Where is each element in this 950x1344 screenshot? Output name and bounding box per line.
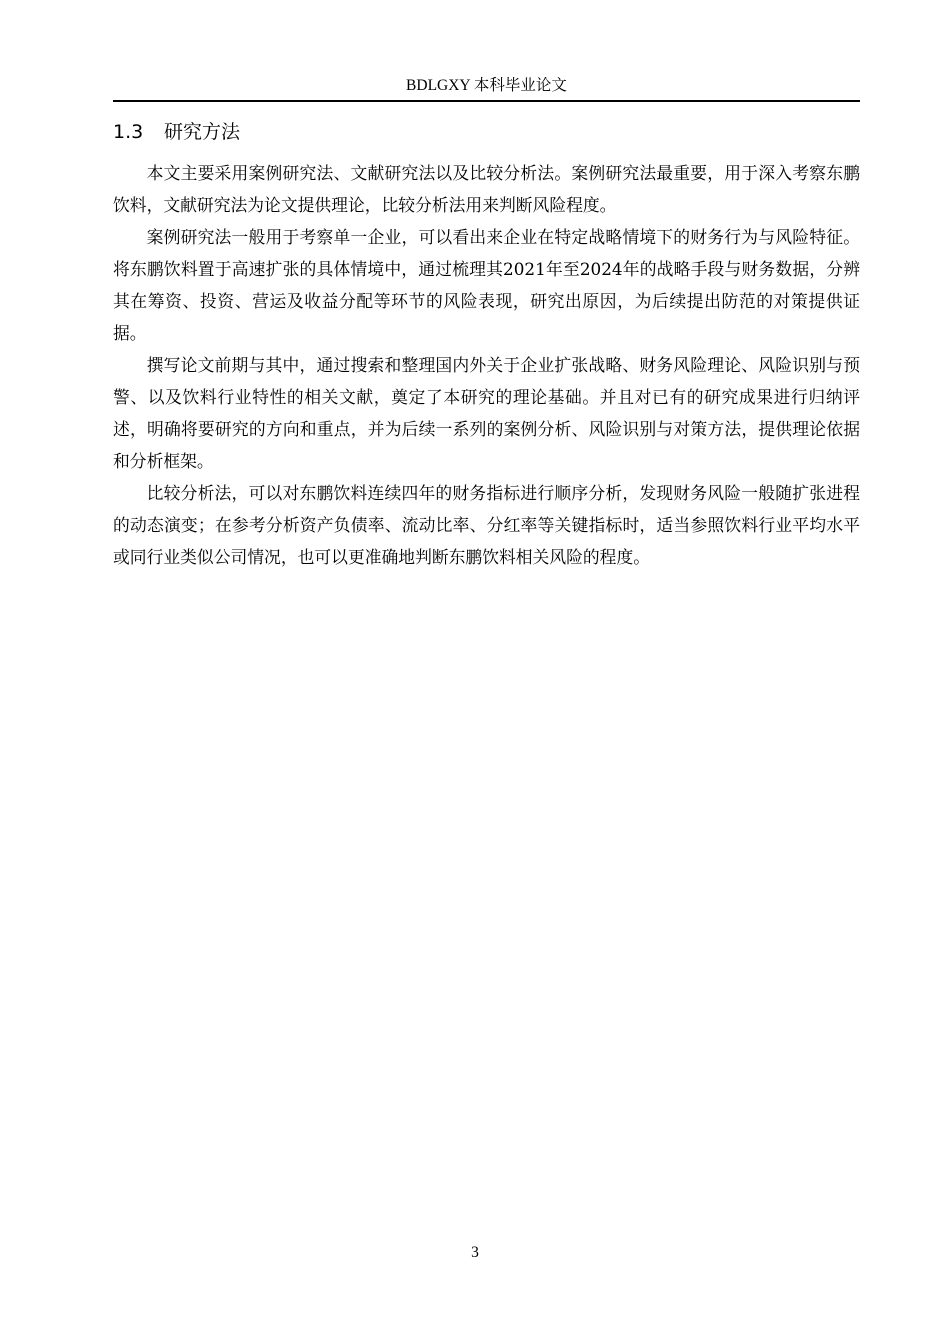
page-number: 3 — [471, 1244, 479, 1261]
header-divider — [113, 100, 860, 102]
section-number: 1.3 — [113, 121, 144, 143]
page-header: BDLGXY 本科毕业论文 — [406, 77, 567, 94]
paragraph-literature-review: 撰写论文前期与其中，通过搜索和整理国内外关于企业扩张战略、财务风险理论、风险识别与预警、以及饮料行业特性的相关文献，奠定了本研究的理论基础。并且对已有的研究成果进行归纳评述，明确将要研究的方向和重点，并为后续一系列的案例分析、风险识别与对策方法，提供理论依据和分析框架。 — [113, 355, 860, 471]
paragraph-methods-overview: 本文主要采用案例研究法、文献研究法以及比较分析法。案例研究法最重要，用于深入考察东鹏饮料，文献研究法为论文提供理论，比较分析法用来判断风险程度。 — [113, 163, 860, 215]
paragraph-comparative-analysis: 比较分析法，可以对东鹏饮料连续四年的财务指标进行顺序分析，发现财务风险一般随扩张进程的动态演变；在参考分析资产负债率、流动比率、分红率等关键指标时，适当参照饮料行业平均水平或同行业类似公司情况，也可以更准确地判断东鹏饮料相关风险的程度。 — [113, 483, 860, 567]
section-title: 研究方法 — [164, 121, 241, 143]
body-text — [113, 157, 860, 573]
paragraph-case-study: 案例研究法一般用于考察单一企业，可以看出来企业在特定战略情境下的财务行为与风险特征。将东鹏饮料置于高速扩张的具体情境中，通过梳理其2021年至2024年的战略手段与财务数据，分辨其在筹资、投资、营运及收益分配等环节的风险表现，研究出原因，为后续提出防范的对策提供证据。 — [113, 227, 860, 343]
section-heading — [113, 118, 240, 146]
